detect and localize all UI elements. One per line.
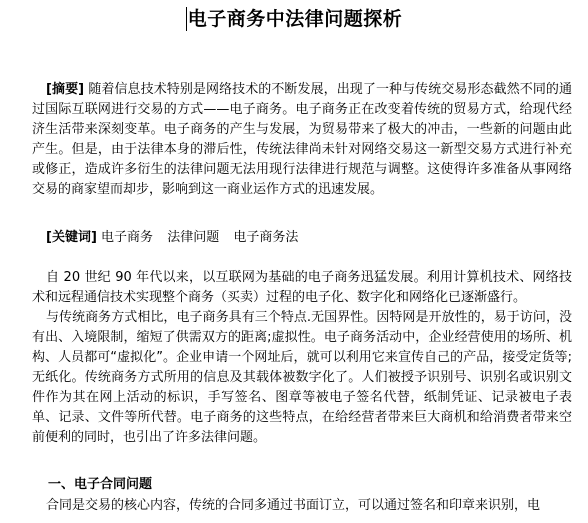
- body-paragraph: [32, 308, 572, 448]
- body-paragraph-text: 与传统商务方式相比，电子商务具有三个特点.无国界性。因特网是开放性的，易于访问，没有出、入境限制，缩短了供需双方的距离;虚拟性。电子商务活动中，企业经营使用的场所、机构、人员都可“虚拟化”。企业申请一个网址后，就可以利用它来宣传自己的产品，接受定货等;无纸化。传统商务方式所用的信息及其载体被数字化了。人们被授予识别号、识别名或识别文件作为其在网上活动的标识，手写签名、图章等被电子签名代替，纸制凭证、记录被电子表单、记录、文件等所代替。电子商务的这些特点，在给经营者带来巨大商机和给消费者带来空前便利的同时，也引出了许多法律问题。: [32, 310, 572, 445]
- keyword-item: 法律问题: [167, 230, 220, 245]
- keywords-paragraph: [32, 228, 572, 248]
- title-row: [0, 6, 588, 36]
- section-paragraph: 合同是交易的核心内容，传统的合同多通过书面订立，可以通过签名和印章来识别，电: [46, 498, 541, 513]
- keyword-item: 电子商务: [101, 230, 154, 245]
- keyword-item: 电子商务法: [233, 230, 299, 245]
- text-cursor: [186, 7, 187, 31]
- abstract-paragraph: [32, 80, 572, 200]
- body-paragraph: 自 20 世纪 90 年代以来，以互联网为基础的电子商务迅猛发展。利用计算机技术、网络技术和远程通信技术实现整个商务（买卖）过程的电子化、数字化和网络化已逐渐盛行。: [32, 270, 572, 305]
- section-heading: 一、电子合同问题: [48, 477, 153, 492]
- abstract-text: 随着信息技术特别是网络技术的不断发展，出现了一种与传统交易形态截然不同的通过国际互联网进行交易的方式——电子商务。电子商务正在改变着传统的贸易方式，给现代经济生活带来深刻变革。电子商务的产生与发展，为贸易带来了极大的冲击，一些新的问题由此产生。但是，由于法律本身的滞后性，传统法律尚未针对网络交易这一新型交易方式进行补充或修正，造成许多衍生的法律问题无法用现行法律进行规范与调整。这使得许多准备从事网络交易的商家望而却步，影响到这一商业运作方式的迅速发展。: [32, 82, 572, 197]
- document-title: 电子商务中法律问题探析: [187, 8, 403, 30]
- abstract-label: [摘要]: [46, 82, 85, 97]
- keywords-label: [关键词]: [46, 230, 97, 245]
